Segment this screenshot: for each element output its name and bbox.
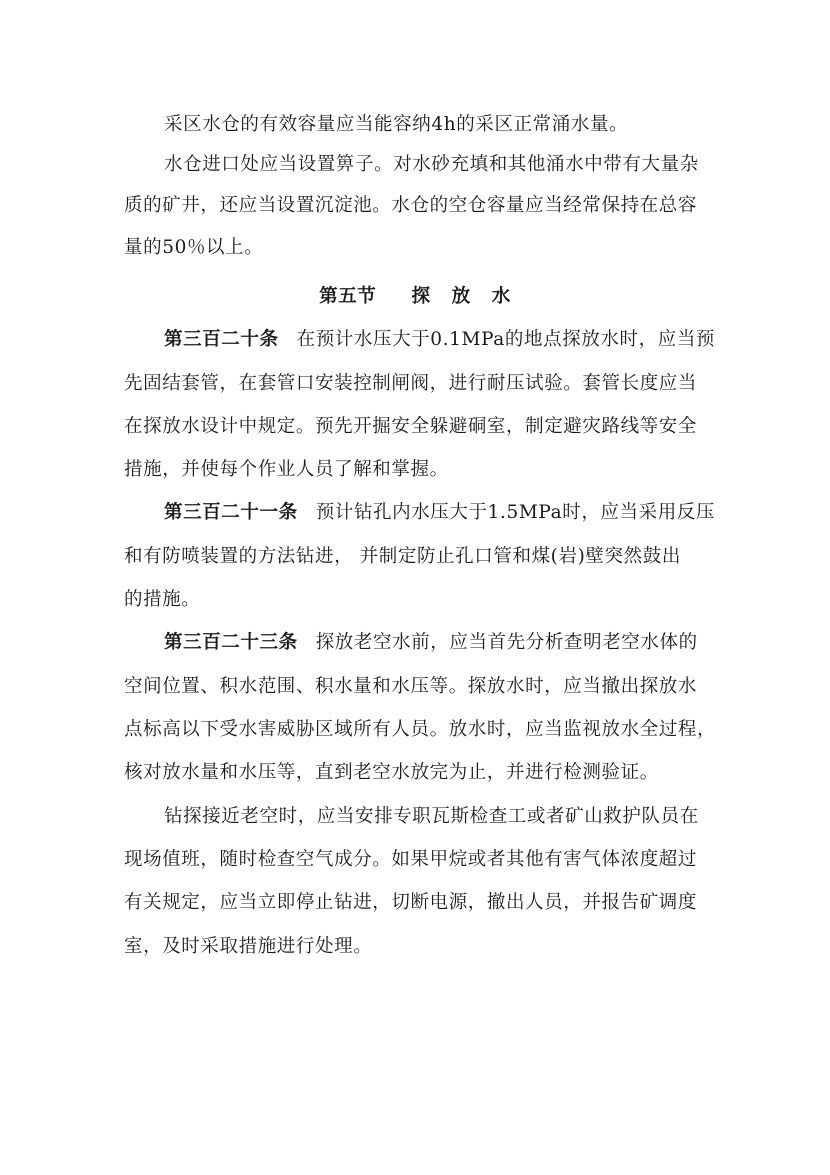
article-323-line: 核对放水量和水压等，直到老空水放完为止，并进行检测验证。 bbox=[124, 762, 659, 783]
article-320-line: 在探放水设计中规定。预先开掘安全躲避硐室，制定避灾路线等安全 bbox=[124, 416, 698, 437]
section-title-char: 水 bbox=[491, 286, 511, 307]
article-320-line: 先固结套管，在套管口安装控制闸阀，进行耐压试验。套管长度应当 bbox=[124, 373, 698, 394]
paragraph-line: 水仓进口处应当设置箅子。对水砂充填和其他涌水中带有大量杂 bbox=[164, 154, 699, 175]
closing-paragraph-line: 现场值班，随时检查空气成分。如果甲烷或者其他有害气体浓度超过 bbox=[124, 849, 698, 870]
article-323-line bbox=[164, 631, 754, 655]
article-321-line bbox=[164, 501, 754, 525]
section-heading bbox=[0, 285, 830, 309]
article-323-line: 空间位置、积水范围、积水量和水压等。探放水时，应当撤出探放水 bbox=[124, 676, 698, 697]
article-321-line: 的措施。 bbox=[124, 589, 201, 610]
article-text: 在预计水压大于0.1MPa的地点探放水时，应当预 bbox=[296, 329, 716, 350]
article-320-line bbox=[164, 328, 754, 352]
closing-paragraph-line: 有关规定，应当立即停止钻进，切断电源，撤出人员，并报告矿调度 bbox=[124, 892, 698, 913]
paragraph-line: 量的50％以上。 bbox=[124, 237, 264, 258]
closing-paragraph-line: 室，及时采取措施进行处理。 bbox=[124, 936, 373, 957]
paragraph-line: 采区水仓的有效容量应当能容纳4h的采区正常涌水量。 bbox=[164, 114, 629, 135]
article-label: 第三百二十三条 bbox=[164, 632, 298, 653]
article-text: 预计钻孔内水压大于1.5MPa时，应当采用反压 bbox=[315, 502, 716, 523]
section-title-char: 探 bbox=[411, 286, 431, 307]
article-label: 第三百二十条 bbox=[164, 329, 279, 350]
article-label: 第三百二十一条 bbox=[164, 502, 298, 523]
paragraph-line: 质的矿井，还应当设置沉淀池。水仓的空仓容量应当经常保持在总容 bbox=[124, 195, 698, 216]
section-title-char: 放 bbox=[451, 286, 471, 307]
closing-paragraph-line: 钻探接近老空时，应当安排专职瓦斯检查工或者矿山救护队员在 bbox=[164, 806, 699, 827]
article-323-line: 点标高以下受水害威胁区域所有人员。放水时，应当监视放水全过程， bbox=[124, 719, 717, 740]
article-321-line: 和有防喷装置的方法钻进， 并制定防止孔口管和煤(岩)壁突然鼓出 bbox=[124, 546, 681, 567]
section-number: 第五节 bbox=[319, 286, 377, 307]
article-320-line: 措施，并使每个作业人员了解和掌握。 bbox=[124, 459, 449, 480]
article-text: 探放老空水前，应当首先分析查明老空水体的 bbox=[315, 632, 698, 653]
